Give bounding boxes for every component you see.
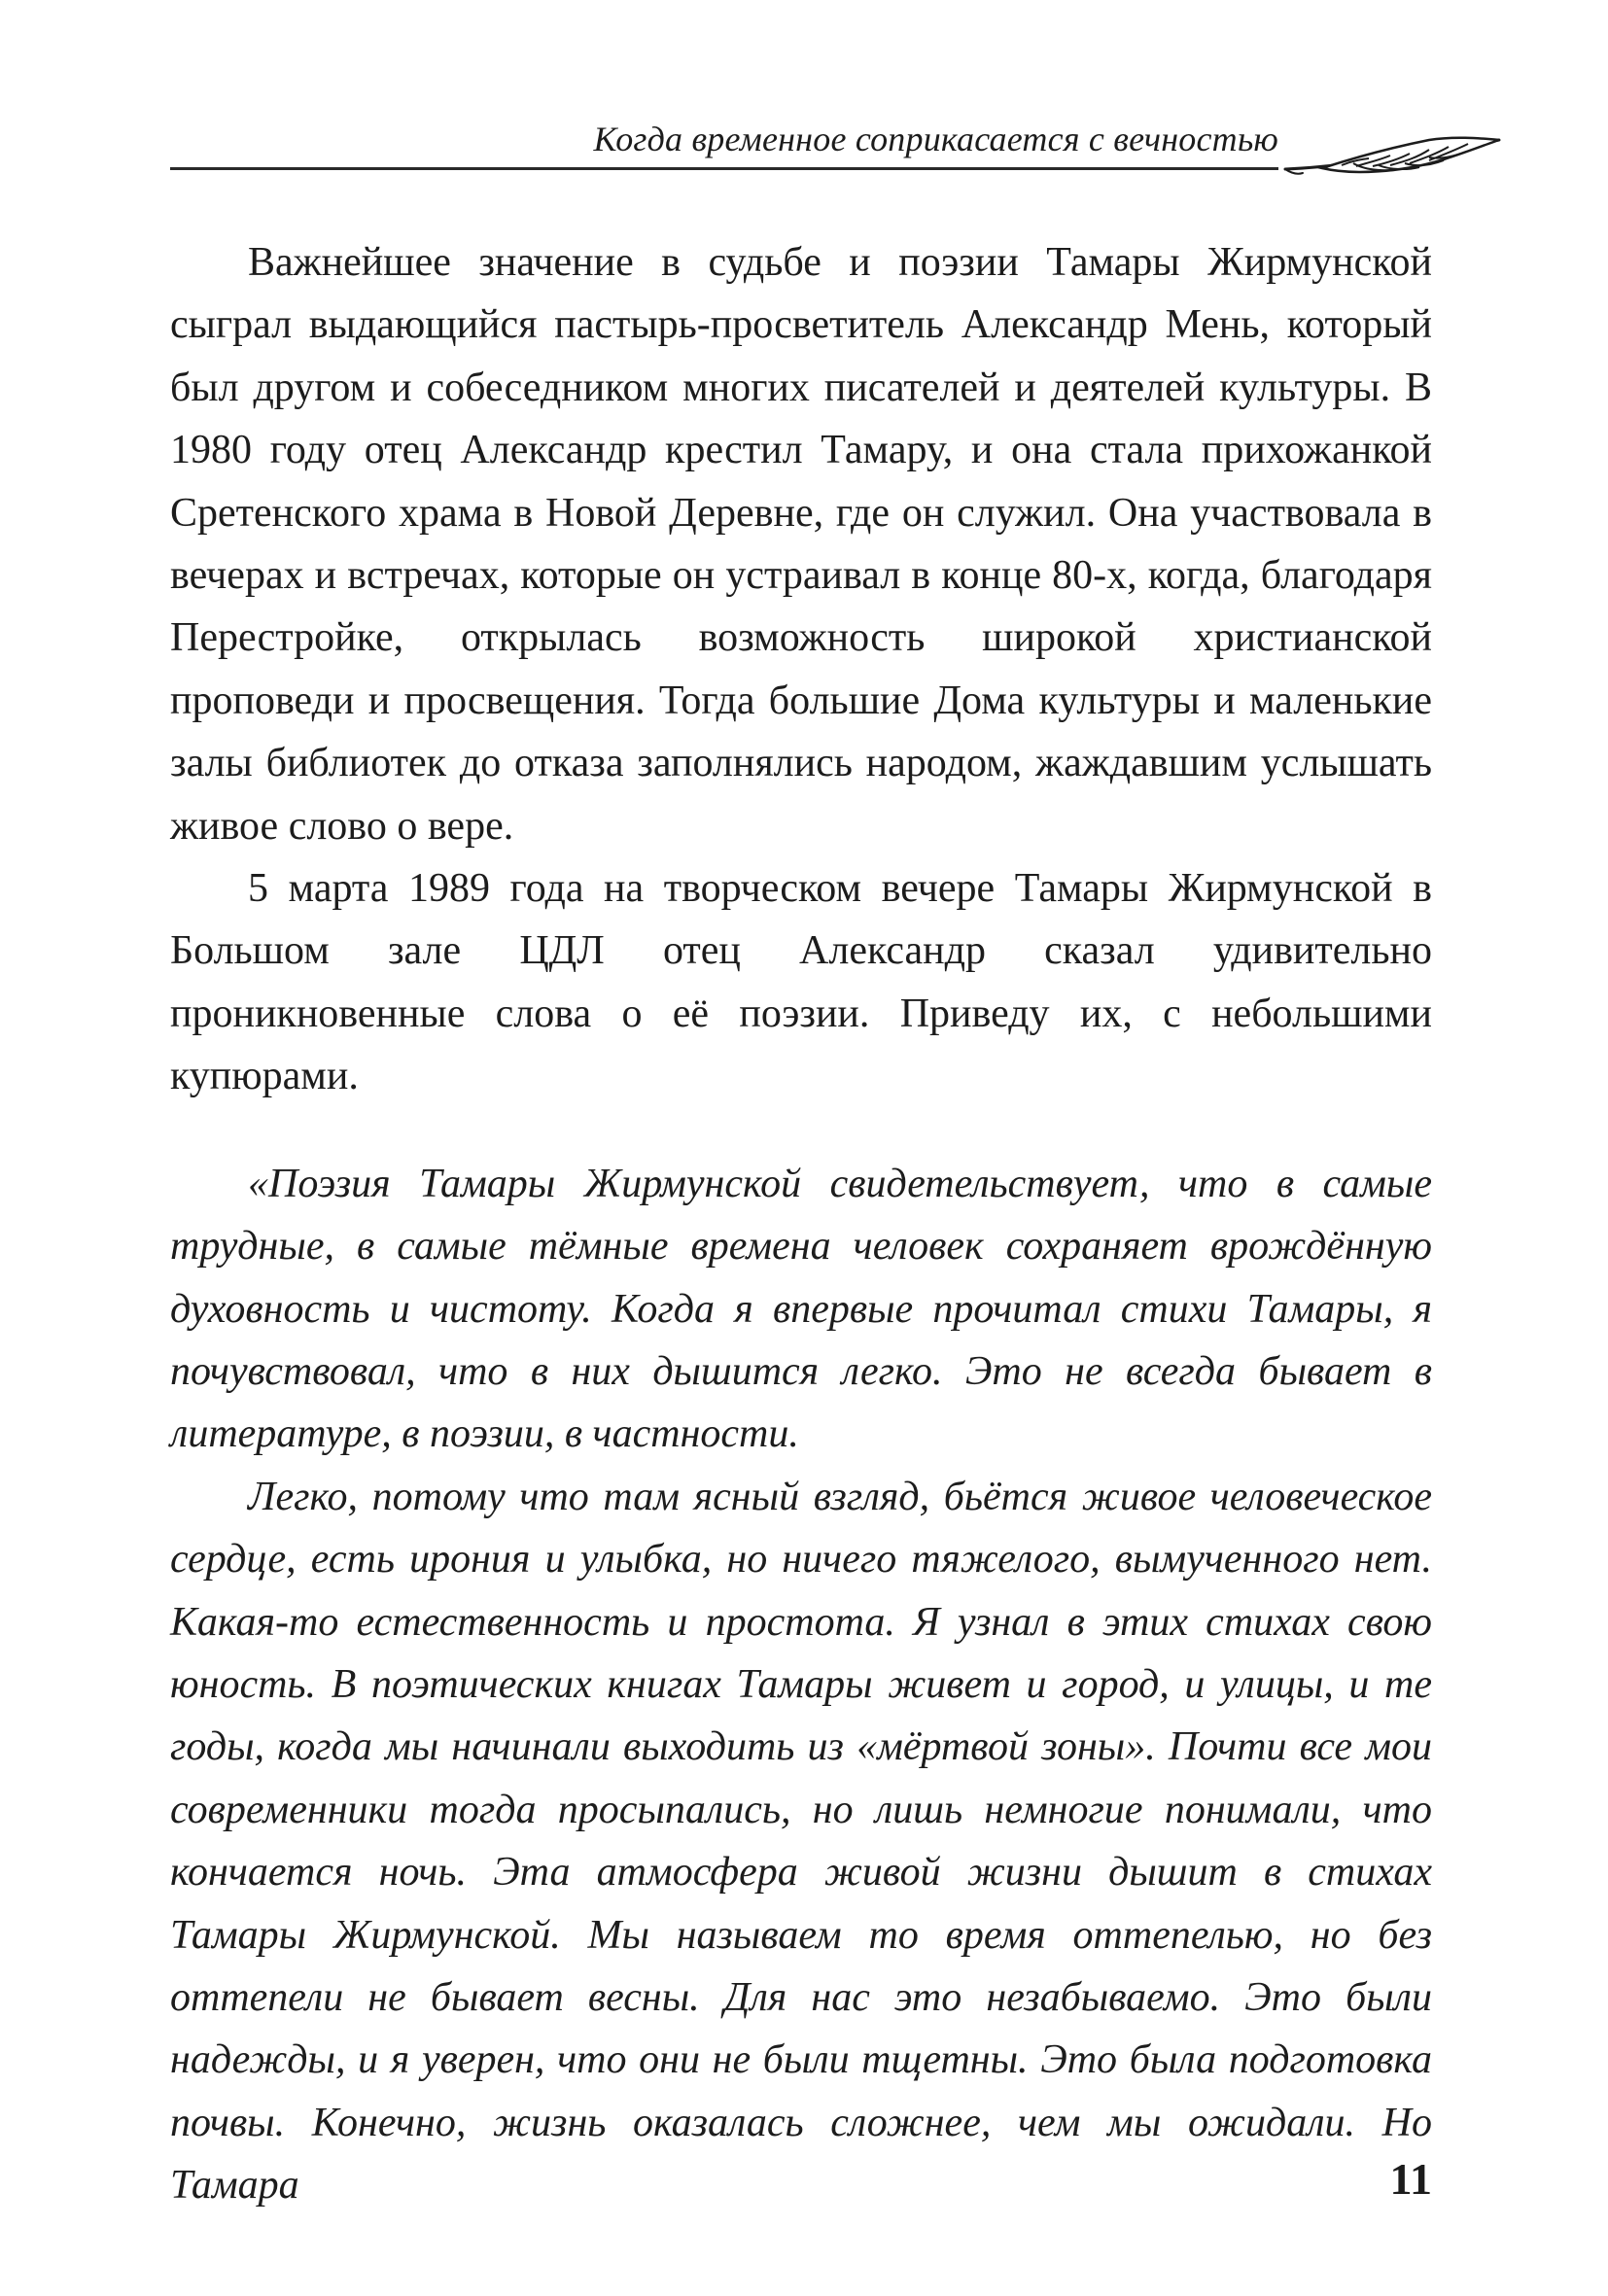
running-header [170, 115, 1278, 173]
body-paragraph: Важнейшее значение в судьбе и поэзии Тамары Жирмунской сыграл выдающийся пастырь-просветитель Александр Мень, который был другом и собеседником многих писателей и деятелей культуры. В 1980 году отец Александр крестил Тамару, и она стала прихожанкой Сретенского храма в Новой Деревне, где он служил. Она участвовала в вечерах и встречах, которые он устраивал в конце 80-х, когда, благодаря Перестройке, открылась возможность широкой христианской проповеди и просвещения. Тогда большие Дома культуры и маленькие залы библиотек до отказа заполнялись народом, жаждавшим услышать живое слово о вере. [170, 240, 1432, 849]
section-gap [170, 1108, 1432, 1153]
quote-paragraph: Легко, потому что там ясный взгляд, бьётся живое человеческое сердце, есть ирония и улыбка, но ничего тяжелого, вымученного нет. Какая-то естественность и простота. Я узнал в этих стихах свою юность. В поэтических книгах Тамары живет и город, и улицы, и те годы, когда мы начинали выходить из «мёртвой зоны». Почти все мои современники тогда просыпались, но лишь немногие понимали, что кончается ночь. Эта атмосфера живой жизни дышит в стихах Тамары Жирмунской. Мы называем то время оттепелью, но без оттепели не бывает весны. Для нас это незабываемо. Это были надежды, и я уверен, что они не были тщетны. Это была подготовка почвы. Конечно, жизнь оказалась сложнее, чем мы ожидали. Но Тамара [170, 1474, 1432, 2209]
quote-paragraph: «Поэзия Тамары Жирмунской свидетельствует, что в самые трудные, в самые тёмные времена человек сохраняет врождённую духовность и чистоту. Когда я впервые прочитал стихи Тамары, я почувствовал, что в них дышится легко. Это не всегда бывает в литературе, в поэзии, в частности. [170, 1161, 1432, 1457]
header-rule [170, 167, 1278, 170]
page-number: 11 [1389, 2154, 1432, 2204]
feather-icon [1283, 130, 1502, 189]
body-paragraph: 5 марта 1989 года на творческом вечере Тамары Жирмунской в Большом зале ЦДЛ отец Александр сказал удивительно проникновенные слова о её поэзии. Приведу их, с небольшими купюрами. [170, 866, 1432, 1099]
page-body [170, 231, 1432, 2217]
running-title: Когда временное соприкасается с вечностью [593, 120, 1278, 158]
